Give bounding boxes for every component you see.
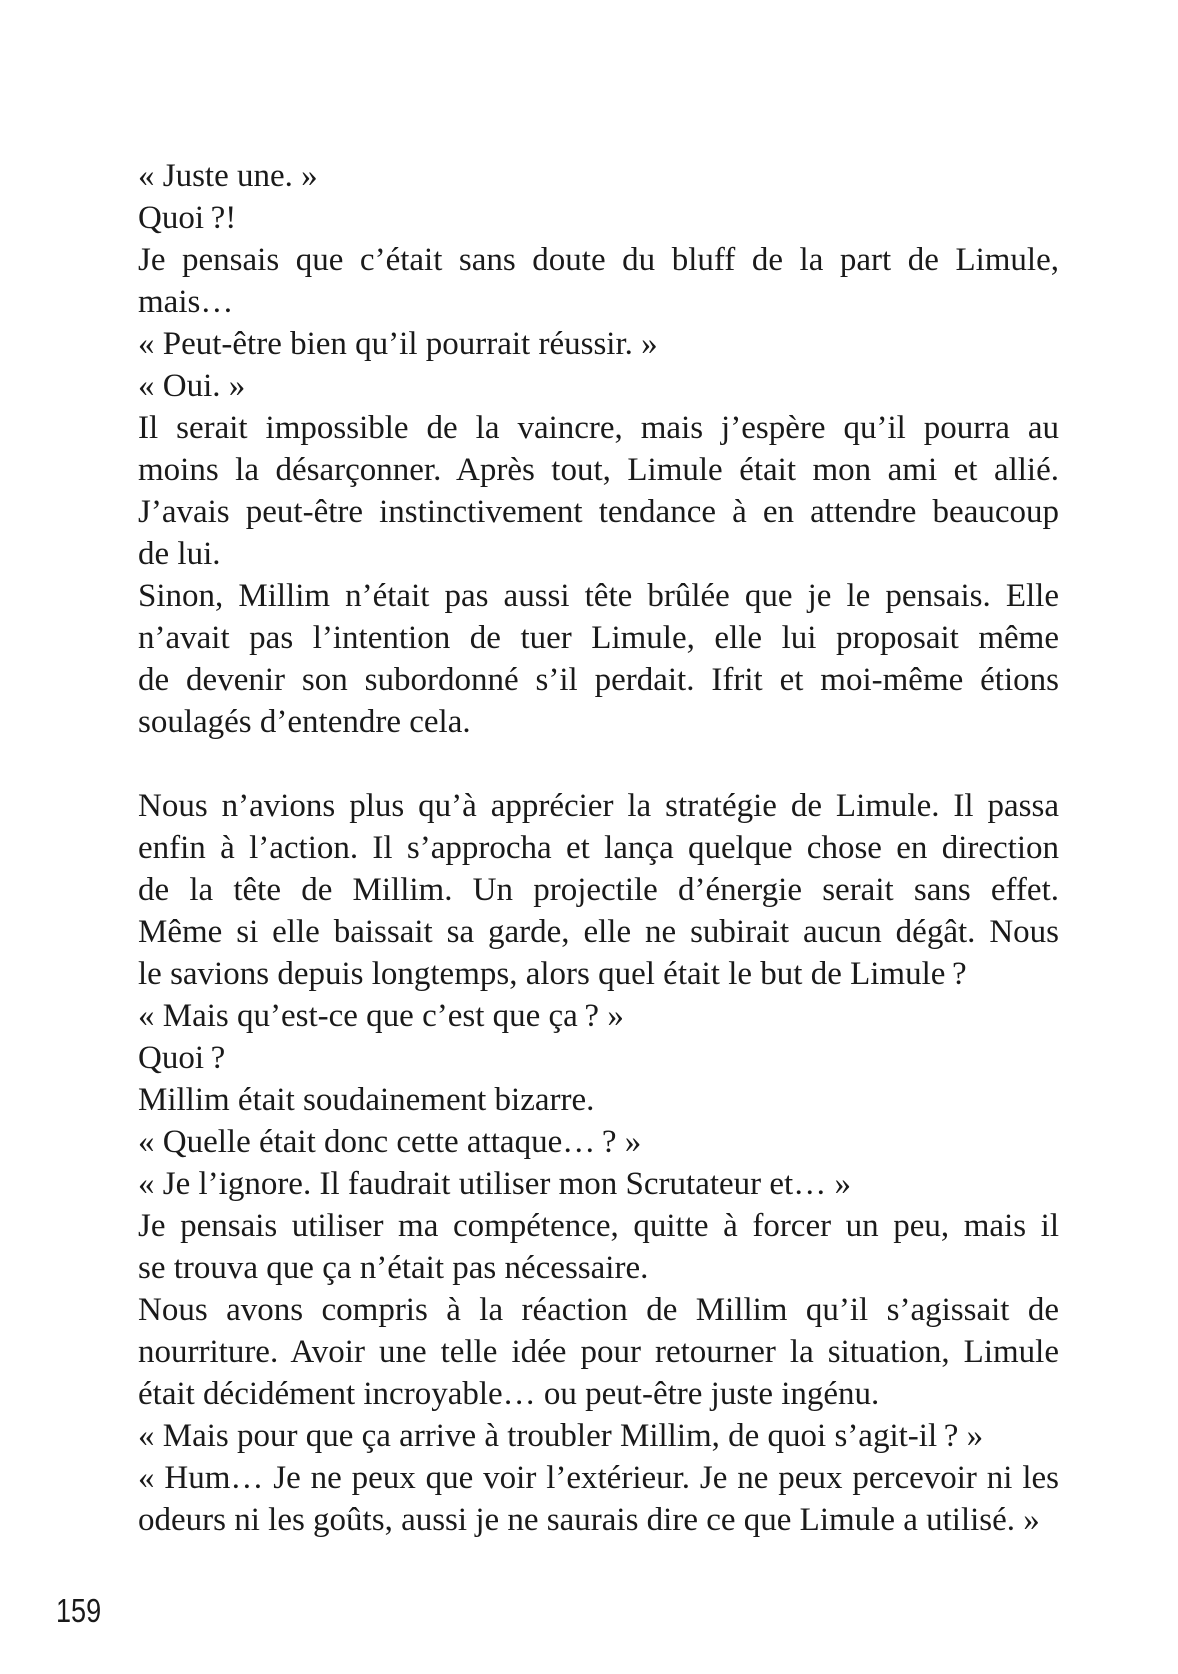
text-line: « Mais pour que ça arrive à troubler Millim, de quoi s’agit-il ? » xyxy=(138,1418,984,1454)
text-line: « Juste une. » xyxy=(138,158,318,194)
text-line: Il serait impossible de la vaincre, mais j’espère qu’il pourra au xyxy=(138,410,1059,446)
text-line: « Mais qu’est-ce que c’est que ça ? » xyxy=(138,998,624,1034)
paragraph-spacer xyxy=(138,743,1059,785)
text-line: Sinon, Millim n’était pas aussi tête brûlée que je le pensais. Elle xyxy=(138,578,1059,614)
text-line: odeurs ni les goûts, aussi je ne saurais dire ce que Limule a utilisé. » xyxy=(138,1502,1040,1538)
text-line: Quoi ?! xyxy=(138,200,237,236)
paragraph xyxy=(138,407,1059,575)
text-line: Quoi ? xyxy=(138,1040,226,1076)
paragraph xyxy=(138,365,1059,407)
text-line: « Oui. » xyxy=(138,368,246,404)
paragraph xyxy=(138,785,1059,995)
paragraph xyxy=(138,1121,1059,1163)
paragraph xyxy=(138,239,1059,323)
text-line: enfin à l’action. Il s’approcha et lança quelque chose en direction xyxy=(138,830,1059,866)
paragraph xyxy=(138,1079,1059,1121)
text-line: le savions depuis longtemps, alors quel était le but de Limule ? xyxy=(138,956,967,992)
text-line: « Hum… Je ne peux que voir l’extérieur. Je ne peux percevoir ni les xyxy=(138,1460,1059,1496)
paragraph xyxy=(138,575,1059,743)
text-line: moins la désarçonner. Après tout, Limule était mon ami et allié. xyxy=(138,452,1059,488)
paragraph xyxy=(138,1163,1059,1205)
paragraph xyxy=(138,1205,1059,1289)
text-line: Je pensais que c’était sans doute du bluff de la part de Limule, xyxy=(138,242,1059,278)
paragraph xyxy=(138,155,1059,197)
text-line: n’avait pas l’intention de tuer Limule, elle lui proposait même xyxy=(138,620,1059,656)
paragraph xyxy=(138,1289,1059,1415)
paragraph xyxy=(138,323,1059,365)
text-line: soulagés d’entendre cela. xyxy=(138,704,471,740)
body-text xyxy=(138,155,1059,1541)
page-number: 159 xyxy=(56,1592,102,1629)
text-line: de devenir son subordonné s’il perdait. Ifrit et moi-même étions xyxy=(138,662,1059,698)
text-line: nourriture. Avoir une telle idée pour retourner la situation, Limule xyxy=(138,1334,1059,1370)
text-line: Même si elle baissait sa garde, elle ne subirait aucun dégât. Nous xyxy=(138,914,1059,950)
text-line: Millim était soudainement bizarre. xyxy=(138,1082,595,1118)
text-line: « Quelle était donc cette attaque… ? » xyxy=(138,1124,642,1160)
text-line: J’avais peut-être instinctivement tendance à en attendre beaucoup xyxy=(138,494,1059,530)
text-line: Nous n’avions plus qu’à apprécier la stratégie de Limule. Il passa xyxy=(138,788,1059,824)
text-line: Nous avons compris à la réaction de Millim qu’il s’agissait de xyxy=(138,1292,1059,1328)
text-line: de la tête de Millim. Un projectile d’énergie serait sans effet. xyxy=(138,872,1059,908)
paragraph xyxy=(138,1037,1059,1079)
text-line: était décidément incroyable… ou peut-être juste ingénu. xyxy=(138,1376,880,1412)
text-line: de lui. xyxy=(138,536,221,572)
paragraph xyxy=(138,1415,1059,1457)
paragraph xyxy=(138,197,1059,239)
paragraph xyxy=(138,995,1059,1037)
text-line: « Je l’ignore. Il faudrait utiliser mon Scrutateur et… » xyxy=(138,1166,851,1202)
text-line: « Peut-être bien qu’il pourrait réussir. » xyxy=(138,326,658,362)
text-line: Je pensais utiliser ma compétence, quitte à forcer un peu, mais il xyxy=(138,1208,1059,1244)
text-line: mais… xyxy=(138,284,234,320)
text-line: se trouva que ça n’était pas nécessaire. xyxy=(138,1250,649,1286)
paragraph xyxy=(138,1457,1059,1541)
